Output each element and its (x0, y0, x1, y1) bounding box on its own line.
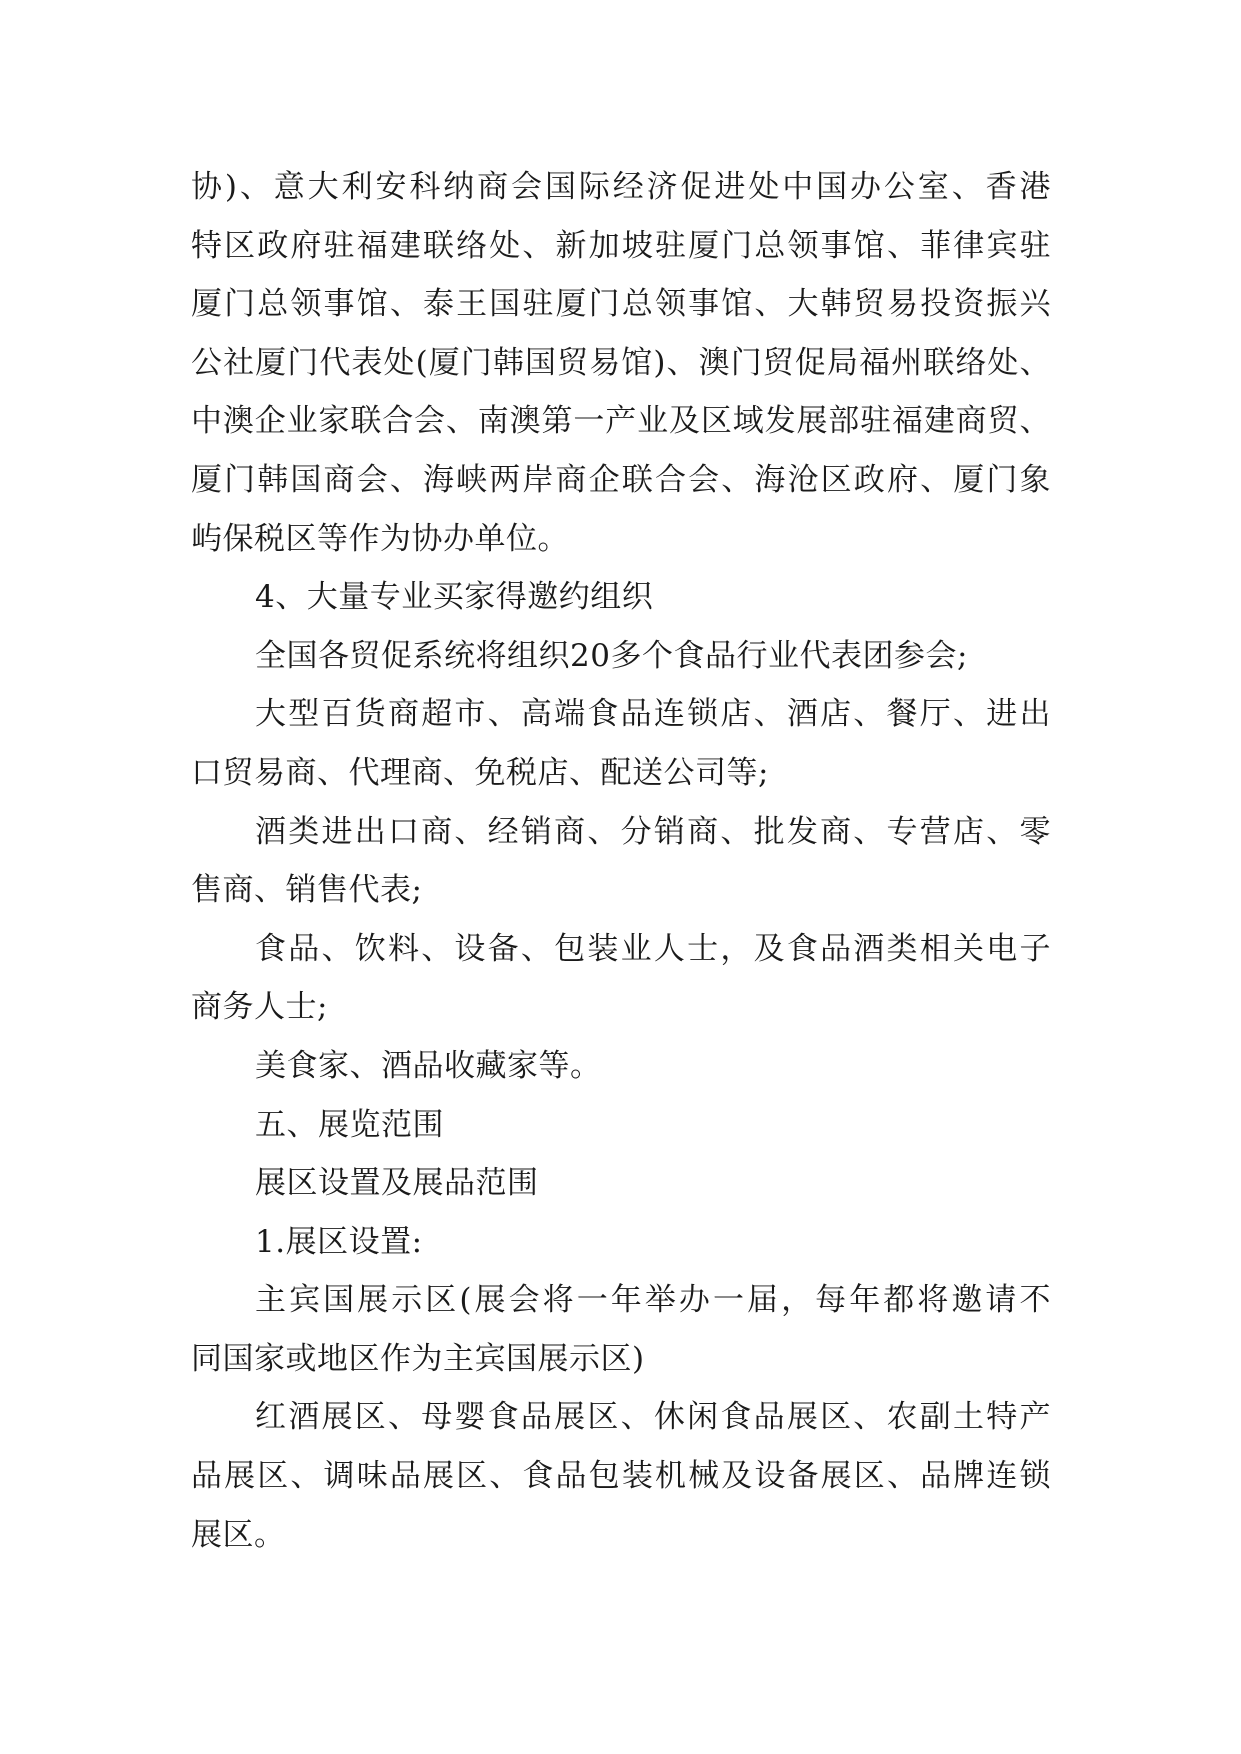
document-body (191, 158, 1051, 1564)
text-line: 商务人士; (191, 989, 328, 1026)
paragraph-wine-buyers (191, 803, 1051, 920)
heading-buyers-invitation (191, 568, 1051, 627)
paragraph-guest-country-zone (191, 1271, 1051, 1388)
heading-zone-setup (191, 1213, 1051, 1272)
text-line: 红酒展区、母婴食品展区、休闲食品展区、农副土特产 (255, 1399, 1051, 1436)
text-line: 同国家或地区作为主宾国展示区) (191, 1340, 645, 1377)
text-line: 展区。 (191, 1516, 286, 1553)
section-heading: 五、展览范围 (255, 1106, 444, 1143)
paragraph-retail-buyers (191, 685, 1051, 802)
paragraph-co-organizers (191, 158, 1051, 568)
text-line: 美食家、酒品收藏家等。 (255, 1047, 602, 1084)
text-line: 全国各贸促系统将组织20多个食品行业代表团参会; (255, 637, 968, 674)
paragraph-industry-professionals (191, 920, 1051, 1037)
text-line: 中澳企业家联合会、南澳第一产业及区域发展部驻福建商贸、 (191, 403, 1051, 440)
heading-exhibition-scope (191, 1096, 1051, 1155)
heading-zones-and-exhibits (191, 1154, 1051, 1213)
text-line: 主宾国展示区(展会将一年举办一届，每年都将邀请不 (255, 1282, 1051, 1319)
text-line: 食品、饮料、设备、包装业人士，及食品酒类相关电子 (255, 930, 1051, 967)
text-line: 屿保税区等作为协办单位。 (191, 520, 569, 557)
text-line: 厦门总领事馆、泰王国驻厦门总领事馆、大韩贸易投资振兴 (191, 286, 1051, 323)
text-line: 口贸易商、代理商、免税店、配送公司等; (191, 754, 769, 791)
paragraph-trade-delegations (191, 627, 1051, 686)
text-line: 协)、意大利安科纳商会国际经济促进处中国办公室、香港 (191, 169, 1051, 205)
paragraph-zone-list (191, 1388, 1051, 1564)
text-line: 大型百货商超市、高端食品连锁店、酒店、餐厅、进出 (255, 696, 1051, 733)
text-line: 公社厦门代表处(厦门韩国贸易馆)、澳门贸促局福州联络处、 (191, 344, 1051, 381)
paragraph-gourmets (191, 1037, 1051, 1096)
text-line: 品展区、调味品展区、食品包装机械及设备展区、品牌连锁 (191, 1458, 1051, 1495)
section-heading: 4、大量专业买家得邀约组织 (255, 579, 654, 616)
section-heading: 1.展区设置: (255, 1223, 423, 1260)
text-line: 酒类进出口商、经销商、分销商、批发商、专营店、零 (255, 813, 1051, 850)
text-line: 售商、销售代表; (191, 872, 423, 909)
text-line: 厦门韩国商会、海峡两岸商企联合会、海沧区政府、厦门象 (191, 461, 1051, 498)
text-line: 特区政府驻福建联络处、新加坡驻厦门总领事馆、菲律宾驻 (191, 227, 1051, 264)
section-heading: 展区设置及展品范围 (255, 1165, 539, 1202)
